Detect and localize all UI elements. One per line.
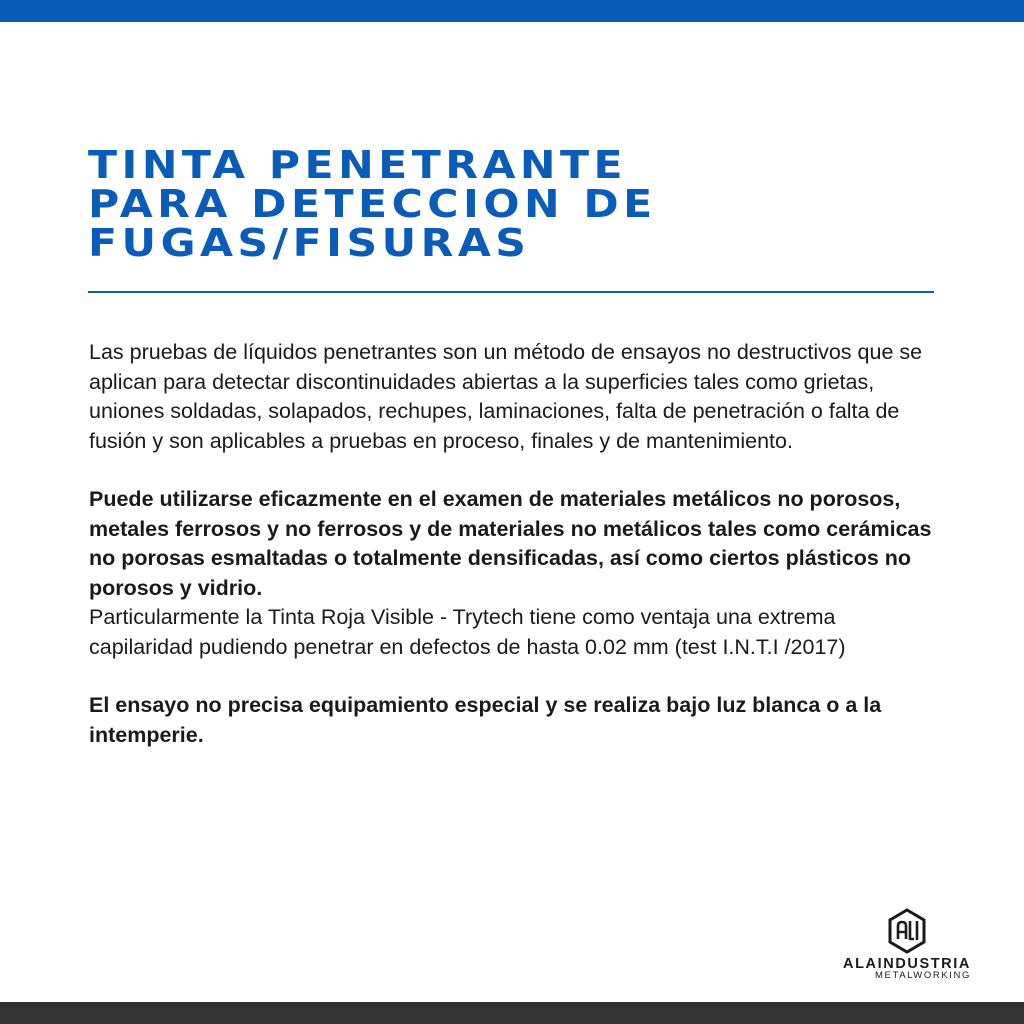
materials-paragraph: Puede utilizarse eficazmente en el examen de materiales metálicos no porosos, metales ferrosos y no ferrosos y de materiales no metálicos tales como cerámicas no porosas esmaltadas o totalmente densificadas, así como ciertos plásticos no porosos y vidrio. — [89, 487, 932, 600]
bottom-footer-bar — [0, 1002, 1024, 1024]
top-accent-bar — [0, 0, 1024, 22]
brand-logo — [822, 908, 992, 981]
title-divider — [88, 291, 934, 293]
page-title — [88, 143, 1024, 265]
paragraph-spacer — [89, 456, 939, 485]
paragraph-spacer — [89, 662, 939, 691]
logo-tagline: METALWORKING — [875, 970, 971, 981]
title-line-1: TINTA PENETRANTE — [88, 143, 628, 187]
intro-paragraph: Las pruebas de líquidos penetrantes son un método de ensayos no destructivos que se aplican para detectar discontinuidades abiertas a la superficies tales como grietas, uniones soldadas, solapados, rechupes, laminaciones, falta de penetración o falta de fusión y son aplicables a pruebas en proceso, finales y de mantenimiento. — [89, 340, 923, 453]
capillarity-paragraph: Particularmente la Tinta Roja Visible - Trytech tiene como ventaja una extrema capilaridad pudiendo penetrar en defectos de hasta 0.02 mm (test I.N.T.I /2017) — [89, 605, 846, 659]
title-line-2: PARA DETECCION DE — [88, 182, 657, 226]
equipment-paragraph: El ensayo no precisa equipamiento especial y se realiza bajo luz blanca o a la intemperie. — [89, 693, 882, 747]
logo-name: ALAINDUSTRIA — [843, 956, 971, 972]
title-line-3: FUGAS/FISURAS — [88, 221, 531, 265]
body-text — [89, 338, 939, 750]
ali-hexagon-logo-icon — [887, 908, 927, 954]
